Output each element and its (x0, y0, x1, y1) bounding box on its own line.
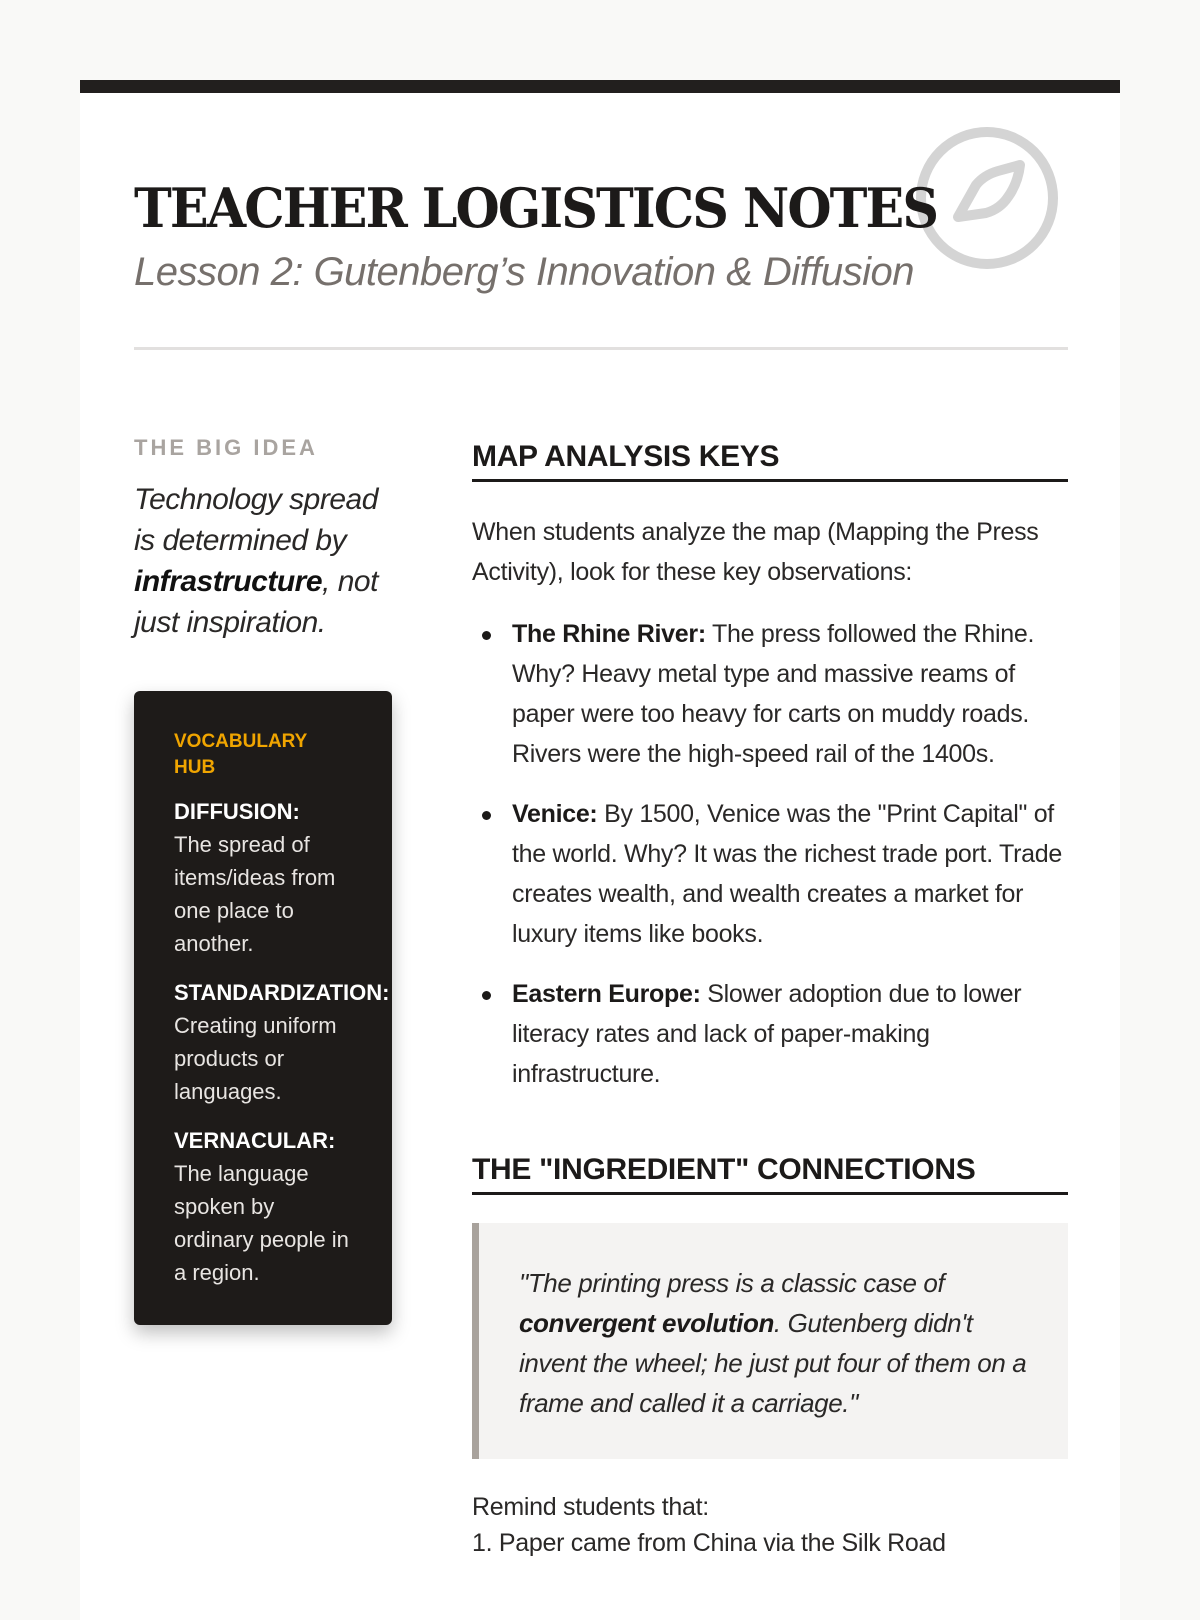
quote-emphasis: convergent evolution (519, 1308, 774, 1338)
map-analysis-section (472, 437, 1068, 1094)
vocab-definition: Creating uniform products or languages. (174, 1013, 337, 1104)
main-content (472, 437, 1068, 1561)
item-label: The Rhine River: (512, 620, 706, 648)
sidebar (134, 433, 396, 1325)
vocab-entry-diffusion (174, 795, 354, 960)
header-divider (134, 347, 1068, 350)
page-header (134, 173, 1068, 297)
big-idea-label: THE BIG IDEA (134, 435, 318, 460)
vocab-definition: The language spoken by ordinary people in a region. (174, 1161, 349, 1285)
vocab-term: VERNACULAR: (174, 1128, 336, 1153)
pull-quote (472, 1223, 1068, 1459)
quote-part1: "The printing press is a classic case of (519, 1268, 945, 1298)
page-subtitle: Lesson 2: Gutenberg’s Innovation & Diffusion (134, 250, 914, 294)
quote-part2: . Gutenberg didn't invent the wheel; he just put four of them on a frame and called it a carriage." (519, 1308, 1027, 1418)
remind-text: Remind students that: (472, 1493, 709, 1521)
vocabulary-hub (134, 691, 392, 1325)
numbered-item: 1. Paper came from China via the Silk Road (472, 1529, 946, 1557)
bullet-icon (482, 631, 491, 640)
item-text: By 1500, Venice was the "Print Capital" of the world. Why? It was the richest trade port. Trade creates wealth, and wealth creates a market for luxury items like books. (512, 800, 1062, 948)
list-item (472, 974, 1068, 1094)
item-text: Slower adoption due to lower literacy rates and lack of paper-making infrastructure. (512, 980, 1022, 1088)
bullet-icon (482, 811, 491, 820)
section-intro: When students analyze the map (Mapping the Press Activity), look for these key observations: (472, 518, 1039, 586)
document-page (80, 80, 1120, 1620)
vocab-definition: The spread of items/ideas from one place to another. (174, 832, 336, 956)
item-text: The press followed the Rhine. Why? Heavy metal type and massive reams of paper were too heavy for carts on muddy roads. Rivers were the high-speed rail of the 1400s. (512, 620, 1035, 768)
list-item (472, 794, 1068, 954)
vocab-entry-standardization (174, 976, 390, 1108)
page-title: TEACHER LOGISTICS NOTES (134, 176, 938, 240)
observation-list (472, 614, 1068, 1094)
ingredient-connections-section (472, 1150, 1068, 1561)
big-idea-text (134, 479, 396, 643)
vocab-term: STANDARDIZATION: (174, 980, 390, 1005)
section-heading: THE "INGREDIENT" CONNECTIONS (472, 1150, 1068, 1195)
vocabulary-hub-title: VOCABULARY HUB (174, 731, 308, 778)
big-idea-part2: , not just inspiration. (134, 565, 378, 639)
item-label: Venice: (512, 800, 598, 828)
big-idea-emphasis: infrastructure (134, 565, 323, 598)
big-idea-part1: Technology spread is determined by (134, 483, 378, 557)
item-label: Eastern Europe: (512, 980, 701, 1008)
vocab-entry-vernacular (174, 1124, 354, 1289)
section-heading: MAP ANALYSIS KEYS (472, 437, 1068, 482)
vocab-term: DIFFUSION: (174, 799, 300, 824)
list-item (472, 614, 1068, 774)
bullet-icon (482, 991, 491, 1000)
